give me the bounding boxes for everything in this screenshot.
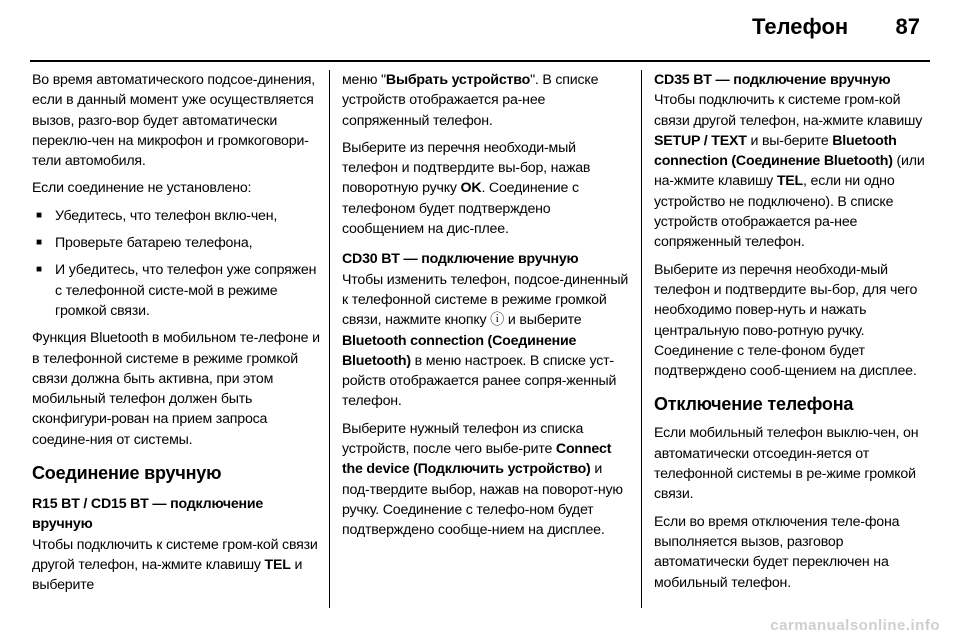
- settings-icon: ⓘ: [490, 312, 505, 329]
- column-2: [342, 70, 632, 548]
- page-title: Телефон: [752, 14, 849, 39]
- list-item: ■ Убедитесь, что телефон вклю-чен,: [32, 206, 322, 226]
- paragraph-select-phone: Выберите из перечня необходи-мый телефон и подтвердите вы-бор, для чего необходимо повер-нуть и нажать центральную пово-ротную ручку. Соединение с теле-фоном будет подтверждено сооб-щением на дисплее.: [654, 261, 918, 380]
- bullet-square-icon: ■: [36, 209, 42, 221]
- key-label: Bluetooth connection (Соединение Bluetooth): [654, 132, 897, 170]
- list-item: ■ Проверьте батарею телефона,: [32, 233, 322, 253]
- header-rule: [30, 60, 930, 62]
- paragraph-no-connection: Если соединение не установлено:: [32, 180, 252, 197]
- paragraph-select-device: меню "Выбрать устройство". В списке устройств отображается ра-нее сопряженный телефон.: [342, 72, 599, 129]
- paragraph-auto-connect: Во время автоматического подсое-динения, если в данный момент уже осуществляется вызов, разго-вор будет автоматически переклю-чен на микрофон и громкоговори-тели автомобиля.: [32, 72, 316, 170]
- key-label: SETUP / TEXT: [654, 132, 747, 149]
- paragraph-disconnect-auto: Если мобильный телефон выклю-чен, он автоматически отсоедин-яется от телефонной системы в ре-жиме громкой связи.: [654, 425, 919, 503]
- key-label: Connect the device (Подключить устройство): [342, 441, 612, 478]
- paragraph-bluetooth: Функция Bluetooth в мобильном те-лефоне и в телефонной системе в режиме громкой связи должна быть активна, при этом мобильный телефон должен быть сконфигури-рован на прием запроса соедине-ния от системы.: [32, 330, 320, 448]
- key-label: TEL: [264, 556, 291, 573]
- paragraph-confirm-ok: Выберите из перечня необходи-мый телефон и подтвердите вы-бор, нажав поворотную ручку OK. Соединение с телефоном будет подтверждено сообщением на дис-плее.: [342, 139, 591, 238]
- page-number: 87: [895, 14, 920, 39]
- key-label: TEL: [776, 173, 804, 190]
- key-label: Bluetooth connection (Соединение Bluetooth): [342, 332, 577, 369]
- page-header: [0, 0, 960, 62]
- heading-manual-connection: Соединение вручную: [32, 463, 222, 484]
- watermark: carmanualsonline.info: [770, 617, 940, 634]
- list-item: ■ И убедитесь, что телефон уже сопряжен с телефонной систе-мой в режиме громкой связи.: [32, 260, 322, 321]
- column-3: [654, 70, 936, 600]
- bullet-square-icon: ■: [36, 264, 42, 276]
- subheading-cd35: CD35 BT — подключение вручную: [654, 72, 891, 88]
- column-divider-2: [641, 70, 642, 608]
- paragraph-r15: Чтобы подключить к системе гром-кой связи другой телефон, на-жмите клавишу TEL и выберите: [32, 536, 318, 594]
- key-label: Выбрать устройство: [385, 72, 531, 88]
- paragraph-cd35: Чтобы подключить к системе гром-кой связи другой телефон, на-жмите клавишу SETUP / TEXT и вы-берите Bluetooth connection (Соединение Bluetooth) (или на-жмите клавишу TEL, если ни одно устройство не подключено). В списке устройств отображается ра-нее сопряженный телефон.: [654, 92, 925, 251]
- key-label: OK: [460, 180, 482, 197]
- paragraph-connect-device: Выберите нужный телефон из списка устройств, после чего выбе-рите Connect the device (Подключить устройство) и под-твердите выбор, нажав на поворот-ную ручку. Соединение с телефо-ном будет подтверждено сообще-нием на дисплее.: [342, 420, 623, 539]
- column-1: [32, 70, 322, 603]
- paragraph-cd30: Чтобы изменить телефон, подсое-диненный к телефонной системе в режиме громкой связи, нажмите кнопку ⓘ и выберите Bluetooth connection (Соединение Bluetooth) в меню настроек. В списке уст-ройств отображается ранее сопря-женный телефон.: [342, 271, 629, 410]
- bullet-square-icon: ■: [36, 237, 42, 249]
- heading-disconnect: Отключение телефона: [654, 394, 854, 415]
- subheading-cd30: CD30 BT — подключение вручную: [342, 251, 579, 268]
- subheading-r15: R15 BT / CD15 BT — подключение вручную: [32, 496, 264, 533]
- paragraph-disconnect-call: Если во время отключения теле-фона выполняется вызов, разговор автоматически будет переключен на мобильный телефон.: [654, 513, 900, 591]
- column-divider-1: [329, 70, 330, 608]
